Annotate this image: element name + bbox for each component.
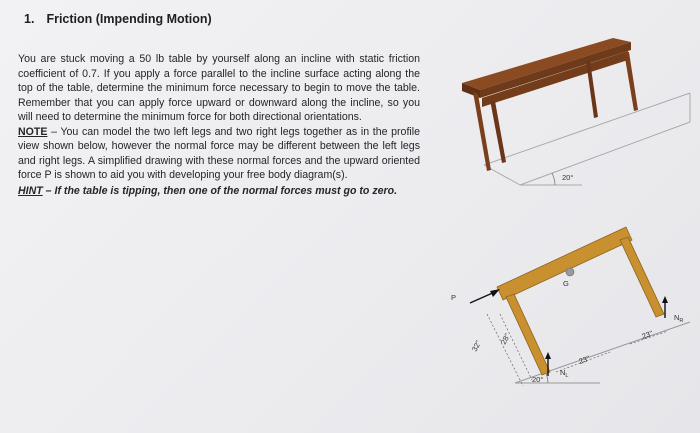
force-p-label: P xyxy=(451,293,457,302)
fbd-angle-label: 20° xyxy=(532,375,544,384)
dim-left-inner-label: 28" xyxy=(498,331,512,346)
note-label: NOTE xyxy=(18,125,48,138)
normal-left-symbol: N xyxy=(560,368,566,377)
center-of-gravity-marker xyxy=(566,268,574,276)
table-leg-front-right xyxy=(624,52,638,111)
fbd-table-top xyxy=(497,227,632,300)
normal-right-symbol: N xyxy=(674,313,680,322)
incline-angle-arc xyxy=(552,173,555,185)
fbd-right-leg xyxy=(620,237,664,317)
force-p-arrowhead xyxy=(490,289,500,297)
incline-ramp xyxy=(484,93,690,185)
table-top-side-edge xyxy=(480,42,631,98)
normal-left-label xyxy=(560,368,568,379)
problem-paragraph: You are stuck moving a 50 lb table by yourself along an incline with static friction coefficient of 0.7. If you apply a force parallel to the incline surface acting along the top of the table, determine the minimum force necessary to begin to move the table. Remember that you can apply force upward or downward along the incline, so you will need to determine the minimum force for both directional orientations. xyxy=(18,53,420,123)
normal-left-arrowhead xyxy=(545,352,551,359)
hint-label: HINT xyxy=(18,184,43,197)
incline-angle-label: 20° xyxy=(562,173,574,182)
simplified-table-diagram xyxy=(451,227,690,386)
dim-right-lower-label: 23" xyxy=(577,353,592,366)
normal-right-subscript: R xyxy=(679,318,684,324)
table-leg-back-left xyxy=(490,100,506,163)
center-of-gravity-label: G xyxy=(563,279,569,288)
normal-right-label xyxy=(674,313,683,324)
fbd-left-leg xyxy=(506,294,550,375)
problem-number: 1. xyxy=(24,12,35,26)
dim-right-upper-label: 23" xyxy=(640,328,655,341)
hint-text: – If the table is tipping, then one of the normal forces must go to zero. xyxy=(42,184,398,197)
note-text: – You can model the two left legs and two right legs together as in the profile view shown below, however the normal force may be different between the left legs and right legs. A simplified drawing with these normal forces and the upward oriented force P is shown to aid you with developing your free body diagram(s). xyxy=(18,125,420,181)
problem-title-text: Friction (Impending Motion) xyxy=(46,12,212,26)
normal-left-subscript: L xyxy=(565,373,569,379)
dim-left-outer-label: 32" xyxy=(469,338,483,353)
normal-right-arrowhead xyxy=(662,296,668,303)
